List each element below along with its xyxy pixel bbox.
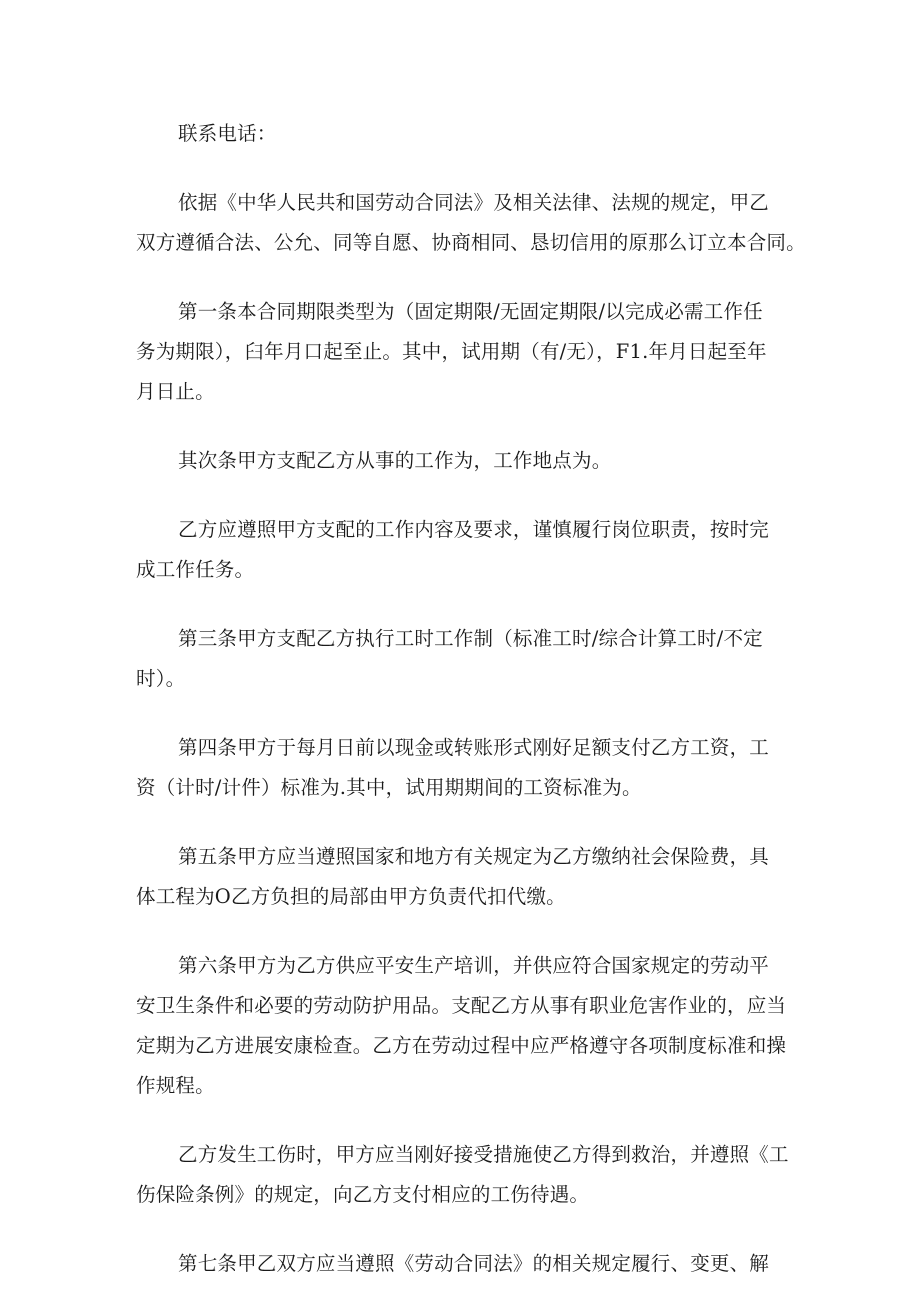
text-line: 乙方发生工伤时，甲方应当刚好接受措施使乙方得到救治，并遵照《工 bbox=[178, 1143, 789, 1166]
paragraph bbox=[136, 1135, 796, 1215]
text-line: 定期为乙方进展安康检查。乙方在劳动过程中应严格遵守各项制度标准和操 bbox=[136, 1034, 787, 1057]
text-line: 其次条甲方支配乙方从事的工作为，工作地点为。 bbox=[178, 449, 612, 472]
paragraph bbox=[136, 619, 796, 699]
text-line: 第六条甲方为乙方供应平安生产培训，并供应符合国家规定的劳动平 bbox=[178, 954, 770, 977]
text-line: 时）。 bbox=[136, 667, 186, 690]
text-line: 安卫生条件和必要的劳动防护用品。支配乙方从事有职业危害作业的，应当 bbox=[136, 994, 787, 1017]
paragraph bbox=[136, 946, 796, 1106]
text-line: 第五条甲方应当遵照国家和地方有关规定为乙方缴纳社会保险费，具 bbox=[178, 845, 770, 868]
text-line: 第三条甲方支配乙方执行工时工作制（标准工时/综合计算工时/不定 bbox=[178, 627, 763, 650]
paragraph bbox=[136, 728, 796, 808]
text-line: 第一条本合同期限类型为（固定期限/无固定期限/以完成必需工作任 bbox=[178, 300, 763, 323]
text-line: 体工程为O乙方负担的局部由甲方负责代扣代缴。 bbox=[136, 885, 566, 908]
paragraph bbox=[136, 183, 806, 263]
text-line: 第七条甲乙双方应当遵照《劳动合同法》的相关规定履行、变更、解 bbox=[178, 1252, 770, 1275]
paragraph bbox=[136, 114, 796, 154]
paragraph bbox=[136, 510, 796, 590]
text-line: 联系电话： bbox=[178, 122, 277, 145]
paragraph bbox=[136, 441, 796, 481]
text-line: 资（计时/计件）标准为.其中，试用期期间的工资标准为。 bbox=[136, 776, 642, 799]
document-body bbox=[136, 114, 806, 1313]
text-line: 作规程。 bbox=[136, 1074, 215, 1097]
paragraph bbox=[136, 292, 796, 412]
text-line: 务为期限），臼年月口起至止。其中，试用期（有/无），F1.年月日起至年 bbox=[136, 340, 767, 363]
text-line: 依据《中华人民共和国劳动合同法》及相关法律、法规的规定，甲乙 bbox=[178, 191, 770, 214]
text-line: 双方遵循合法、公允、同等自愿、协商相同、恳切信用的原那么订立本合同。 bbox=[136, 231, 806, 254]
paragraph bbox=[136, 837, 796, 917]
text-line: 第四条甲方于每月日前以现金或转账形式刚好足额支付乙方工资，工 bbox=[178, 736, 770, 759]
text-line: 伤保险条例》的规定，向乙方支付相应的工伤待遇。 bbox=[136, 1183, 590, 1206]
text-line: 成工作任务。 bbox=[136, 558, 255, 581]
text-line: 月日止。 bbox=[136, 380, 215, 403]
paragraph bbox=[136, 1244, 796, 1284]
text-line: 乙方应遵照甲方支配的工作内容及要求，谨慎履行岗位职责，按时完 bbox=[178, 518, 770, 541]
